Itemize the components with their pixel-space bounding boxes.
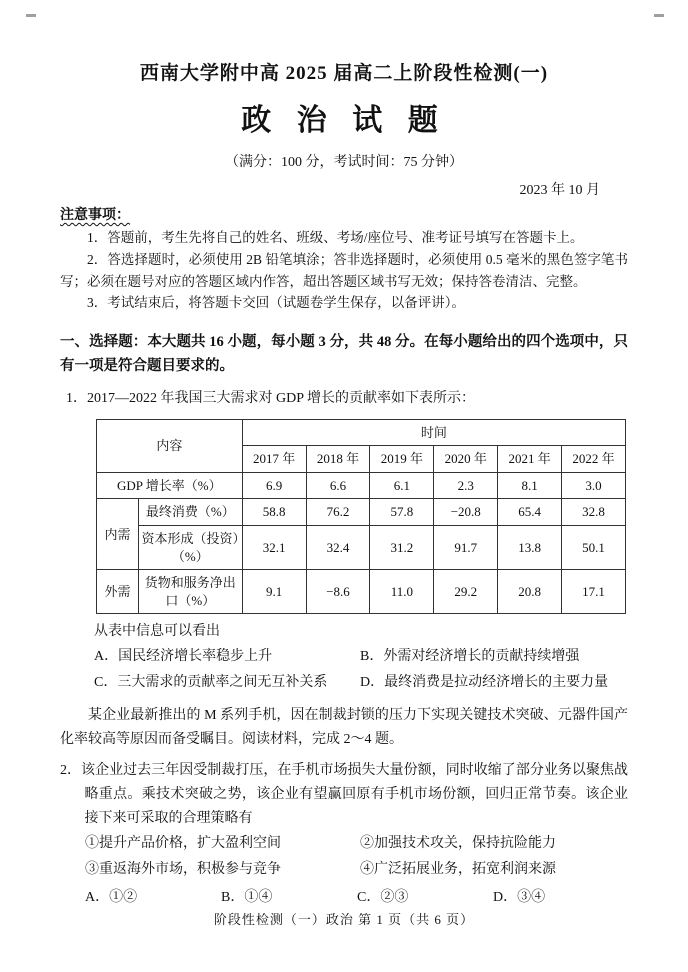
table-value-cell: 91.7 [434, 526, 498, 570]
page-footer: 阶段性检测（一）政治 第 1 页（共 6 页） [213, 912, 475, 927]
table-row-label-investment: 资本形成（投资）（%） [138, 526, 242, 570]
question-1-options-row-2 [94, 670, 628, 696]
gdp-contribution-table [96, 419, 626, 614]
table-row [97, 472, 626, 499]
table-value-cell: 29.2 [434, 570, 498, 614]
table-year-cell: 2021 年 [498, 446, 562, 473]
table-row-label-gdp: GDP 增长率（%） [97, 472, 243, 499]
notice-item-2: 2．答选择题时，必须使用 2B 铅笔填涂；答非选择题时，必须使用 0.5 毫米的黑色签字笔书写；必须在题号对应的答题区域内作答，超出答题区域书写无效；保持答卷清洁、完整。 [60, 251, 628, 289]
question-1-option-b: B．外需对经济增长的贡献持续增强 [360, 649, 580, 665]
table-value-cell: 13.8 [498, 526, 562, 570]
table-value-cell: 17.1 [562, 570, 626, 614]
table-value-cell: 32.4 [306, 526, 370, 570]
question-2-sub-option-1: ①提升产品价格，扩大盈利空间 [85, 835, 281, 851]
question-2-sub-option-4: ④广泛拓展业务，拓宽利润来源 [360, 862, 556, 878]
table-value-cell: 9.1 [242, 570, 306, 614]
table-value-cell: 31.2 [370, 526, 434, 570]
table-row [97, 570, 626, 614]
table-value-cell: 8.1 [498, 472, 562, 499]
question-2-sub-options-row-1 [85, 831, 628, 858]
table-year-cell: 2018 年 [306, 446, 370, 473]
table-value-cell: 11.0 [370, 570, 434, 614]
table-value-cell: 2.3 [434, 472, 498, 499]
question-2-choice-d: D．③④ [493, 889, 546, 905]
print-corner-mark-left [26, 14, 36, 17]
question-2-choice-c: C．②③ [357, 889, 409, 905]
table-value-cell: 32.1 [242, 526, 306, 570]
question-1-intro: 1．2017—2022 年我国三大需求对 GDP 增长的贡献率如下表所示： [66, 391, 475, 407]
question-1-prompt: 从表中信息可以看出 [94, 624, 220, 640]
table-year-cell: 2022 年 [562, 446, 626, 473]
table-value-cell: 6.6 [306, 472, 370, 499]
question-1-option-c: C．三大需求的贡献率之间无互补关系 [94, 674, 328, 690]
table-row-label-net-export: 货物和服务净出口（%） [138, 570, 242, 614]
table-group-cell-external: 外需 [97, 570, 139, 614]
table-row [97, 419, 626, 446]
table-year-cell: 2020 年 [434, 446, 498, 473]
question-2-sub-option-2: ②加强技术攻关，保持抗险能力 [360, 835, 556, 851]
section-one-heading: 一、选择题：本大题共 16 小题，每小题 3 分，共 48 分。在每小题给出的四个选项中，只有一项是符合题目要求的。 [60, 333, 628, 375]
question-2-sub-option-3: ③重返海外市场，积极参与竞争 [85, 862, 281, 878]
print-corner-mark-right [654, 14, 664, 17]
question-1-option-a: A．国民经济增长率稳步上升 [94, 649, 273, 665]
table-row [97, 499, 626, 526]
notice-item-1: 1．答题前，考生先将自己的姓名、班级、考场/座位号、准考证号填写在答题卡上。 [87, 230, 584, 246]
exam-title: 西南大学附中高 2025 届高二上阶段性检测(一) [139, 63, 549, 84]
exam-date: 2023 年 10 月 [519, 183, 600, 198]
question-2 [60, 759, 628, 912]
material-passage: 某企业最新推出的 M 系列手机，因在制裁封锁的压力下实现关键技术突破、元器件国产化率较高等原因而备受瞩目。阅读材料，完成 2～4 题。 [60, 707, 628, 747]
table-value-cell: −20.8 [434, 499, 498, 526]
notices-block [60, 205, 628, 314]
table-row [97, 526, 626, 570]
table-value-cell: 20.8 [498, 570, 562, 614]
question-2-sub-options-row-2 [85, 857, 628, 884]
table-value-cell: 76.2 [306, 499, 370, 526]
table-value-cell: 58.8 [242, 499, 306, 526]
table-time-header: 时间 [242, 419, 625, 446]
question-1 [60, 387, 628, 696]
subject-title: 政 治 试 题 [241, 104, 447, 137]
exam-meta: （满分：100 分，考试时间：75 分钟） [225, 155, 463, 170]
table-value-cell: 6.1 [370, 472, 434, 499]
question-2-choice-a: A．①② [85, 889, 138, 905]
table-value-cell: 32.8 [562, 499, 626, 526]
table-year-cell: 2017 年 [242, 446, 306, 473]
table-value-cell: −8.6 [306, 570, 370, 614]
table-value-cell: 3.0 [562, 472, 626, 499]
question-1-option-d: D．最终消费是拉动经济增长的主要力量 [360, 674, 609, 690]
question-2-choice-b: B．①④ [221, 889, 273, 905]
table-value-cell: 57.8 [370, 499, 434, 526]
table-group-cell-domestic: 内需 [97, 499, 139, 570]
table-row-label-consumption: 最终消费（%） [138, 499, 242, 526]
table-corner-cell: 内容 [97, 419, 243, 472]
table-value-cell: 50.1 [562, 526, 626, 570]
table-value-cell: 65.4 [498, 499, 562, 526]
question-2-stem: 2．该企业过去三年因受制裁打压，在手机市场损失大量份额，同时收缩了部分业务以聚焦战略重点。乘技术突破之势，该企业有望赢回原有手机市场份额，回归正常节奏。该企业接下来可采取的合理策略有 [60, 763, 628, 826]
question-2-choices-row [85, 884, 628, 912]
question-1-options-row-1 [94, 644, 628, 670]
table-year-cell: 2019 年 [370, 446, 434, 473]
table-value-cell: 6.9 [242, 472, 306, 499]
notices-title: 注意事项： [60, 208, 130, 223]
notice-item-3: 3．考试结束后，将答题卡交回（试题卷学生保存，以备评讲）。 [87, 295, 465, 311]
